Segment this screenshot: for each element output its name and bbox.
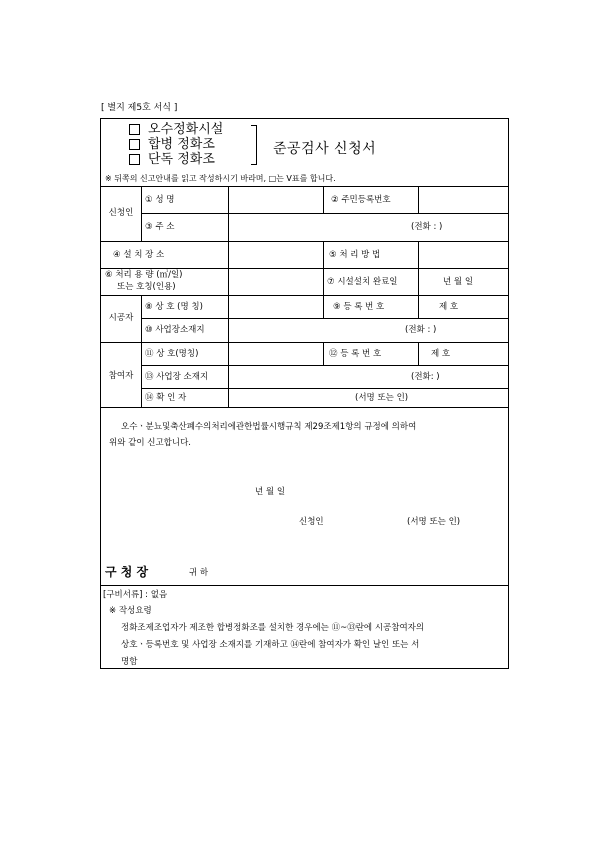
contractor-phone: (전화 : ) [405,325,437,335]
divider [323,342,324,365]
phone-text: (전화 : ) [411,222,443,232]
capacity-field[interactable] [229,269,323,295]
contractor-name-label: ⑧ 상 호 (명 칭) [145,302,203,312]
applicant-signature[interactable]: (서명 또는 인) [407,517,461,527]
participant-address-label: ⑬ 사업장 소재지 [145,372,209,382]
participant-name-field[interactable] [229,343,323,365]
guide-line: 상호ㆍ등록번호 및 사업장 소재지를 기재하고 ⑭란에 참여자가 확인 날인 또는 서 [121,640,420,650]
application-form [100,118,509,669]
form-number-label: [ 별지 제5호 서식 ] [101,103,178,113]
participant-phone: (전화: ) [411,372,440,382]
participant-reg-label: ⑫ 등 록 번 호 [329,349,382,359]
divider [141,186,142,241]
contractor-name-field[interactable] [229,296,323,318]
name-label: ① 성 명 [145,195,175,205]
guide-line: 명함 [121,657,138,667]
guide-line: 정화조제조업자가 제조한 합병정화조를 설치한 경우에는 ⑪~⑬란에 시공참여자의 [121,623,425,633]
section-applicant: 신청인 [108,208,134,218]
divider [418,342,419,365]
option-label: 단독 정화조 [148,152,215,167]
capacity-label: ⑥ 처리 용 량 (㎥/일) [105,270,183,280]
contractor-address-label: ⑩ 사업장소재지 [145,325,205,335]
rrn-label: ② 주민등록번호 [331,195,391,205]
option-label: 합병 정화조 [148,137,215,152]
participant-reg-value[interactable]: 제 호 [431,349,451,359]
completion-label: ⑦ 시설설치 완료일 [327,277,398,287]
confirm-label: ⑭ 확 인 자 [145,393,187,403]
divider [101,585,508,586]
bracket-icon [251,125,257,165]
rrn-field[interactable] [419,187,508,213]
divider [101,407,508,408]
notice-text: ※ 뒤쪽의 신고안내를 읽고 작성하시기 바라며, □는 V표를 합니다. [105,174,336,183]
option-single-tank[interactable] [129,153,215,166]
address-field[interactable] [229,214,508,241]
applicant-signature-label: 신청인 [299,517,324,527]
completion-date[interactable]: 년 월 일 [443,277,474,287]
divider [141,295,142,407]
declaration-text-2: 위와 같이 신고합니다. [109,438,192,448]
required-documents: [구비서류] : 없음 [103,590,168,600]
location-field[interactable] [229,242,323,268]
contractor-address-field[interactable] [229,319,508,342]
option-combined-tank[interactable] [129,138,215,151]
checkbox-icon[interactable] [129,139,140,150]
participant-name-label: ⑪ 상 호(명칭) [145,349,199,359]
divider [418,295,419,318]
option-sewage-facility[interactable] [129,123,223,136]
option-label: 오수정화시설 [148,122,224,137]
address-label: ③ 주 소 [145,222,175,232]
form-title: 준공검사 신청서 [273,141,377,157]
capacity-label-alt: 또는 호칭(인용) [117,282,176,292]
recipient-title: 구 청 장 [105,565,149,579]
declaration-date[interactable]: 년 월 일 [255,487,286,497]
method-field[interactable] [419,242,508,268]
guide-title: ※ 작성요령 [109,606,152,616]
contractor-reg-value[interactable]: 제 호 [439,302,459,312]
section-contractor: 시공자 [108,313,134,323]
divider [141,388,508,389]
method-label: ⑤ 처 리 방 법 [329,250,381,260]
section-participant: 참여자 [108,371,134,381]
checkbox-icon[interactable] [129,154,140,165]
recipient-suffix: 귀 하 [189,568,209,578]
divider [323,241,324,318]
confirm-signature[interactable]: (서명 또는 인) [355,393,409,403]
declaration-text: 오수ㆍ분뇨및축산폐수의처리에관한법률시행규칙 제29조제1항의 규정에 의하여 [121,422,417,432]
checkbox-icon[interactable] [129,124,140,135]
location-label: ④ 설 치 장 소 [113,250,165,260]
participant-address-field[interactable] [229,366,508,388]
contractor-reg-label: ⑨ 등 록 번 호 [333,302,385,312]
